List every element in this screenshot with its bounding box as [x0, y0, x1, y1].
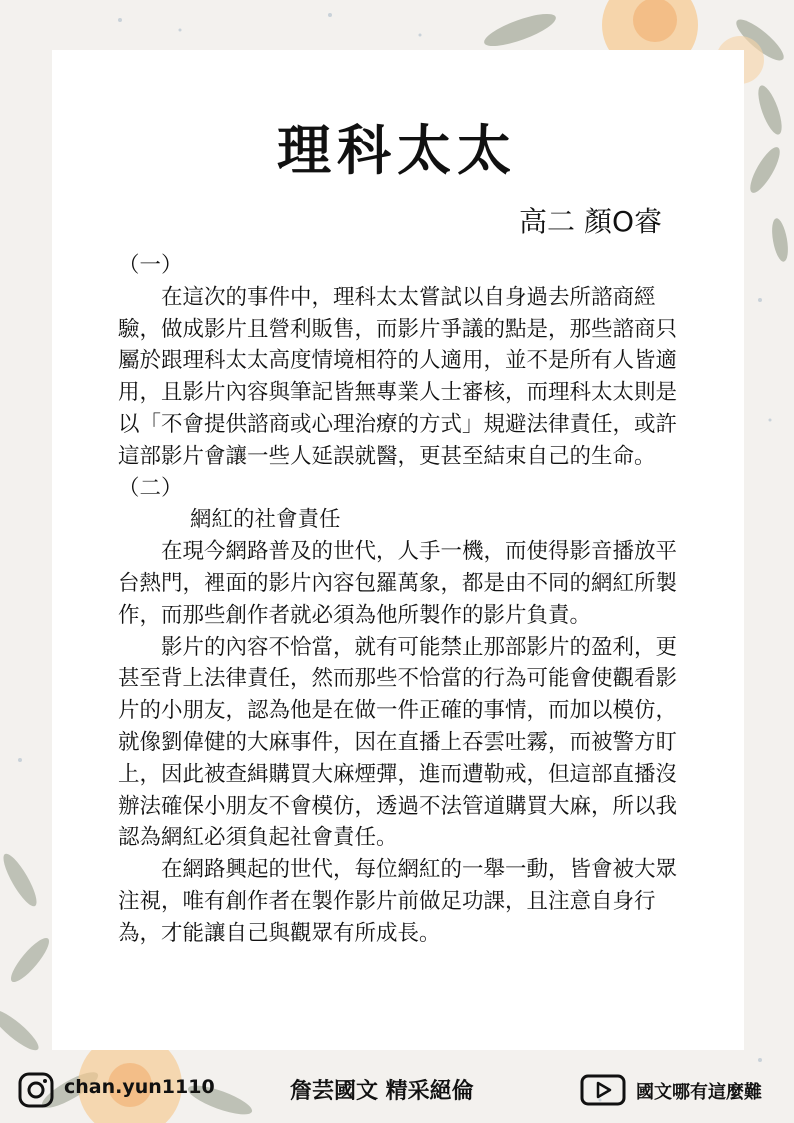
paragraph: 影片的內容不恰當，就有可能禁止那部影片的盈利，更甚至背上法律責任，然而那些不恰當的行為可能會使觀看影片的小朋友，認為他是在做一件正確的事情，而加以模仿，就像劉偉健的大麻事件，因在直播上吞雲吐霧，而被警方盯上，因此被查緝購買大麻煙彈，進而遭勒戒，但這部直播沒辦法確保小朋友不會模仿，透過不法管道購買大麻，所以我認為網紅必須負起社會責任。: [118, 634, 678, 851]
youtube-channel-name[interactable]: 國文哪有這麼難: [636, 1082, 762, 1103]
footer: [0, 1060, 794, 1123]
paragraph: 在網路興起的世代，每位網紅的一舉一動，皆會被大眾注視，唯有創作者在製作影片前做足功課，且注意自身行為，才能讓自己與觀眾有所成長。: [118, 857, 678, 946]
instagram-icon[interactable]: [18, 1072, 54, 1108]
footer-brand: 詹芸國文 精采絕倫: [290, 1079, 474, 1104]
page-title: 理科太太: [277, 119, 517, 182]
author-name: 高二 顏O睿: [519, 205, 662, 238]
youtube-play-icon[interactable]: [580, 1074, 626, 1106]
paragraph: 在這次的事件中，理科太太嘗試以自身過去所諮商經驗，做成影片且營利販售，而影片爭議的點是，那些諮商只屬於跟理科太太高度情境相符的人適用，並不是所有人皆適用，且影片內容與筆記皆無專業人士審核，而理科太太則是以「不會提供諮商或心理治療的方式」規避法律責任，或許這部影片會讓一些人延誤就醫，更甚至結束自己的生命。: [118, 284, 678, 469]
essay-body: [118, 250, 678, 950]
section-heading: （一）: [118, 253, 183, 278]
section-subtitle: 網紅的社會責任: [190, 507, 341, 533]
section-heading: （二）: [118, 475, 183, 501]
instagram-handle[interactable]: chan.yun1110: [64, 1076, 215, 1098]
paragraph: 在現今網路普及的世代，人手一機，而使得影音播放平台熱門，裡面的影片內容包羅萬象，都是由不同的網紅所製作，而那些創作者就必須為他所製作的影片負責。: [118, 539, 678, 628]
